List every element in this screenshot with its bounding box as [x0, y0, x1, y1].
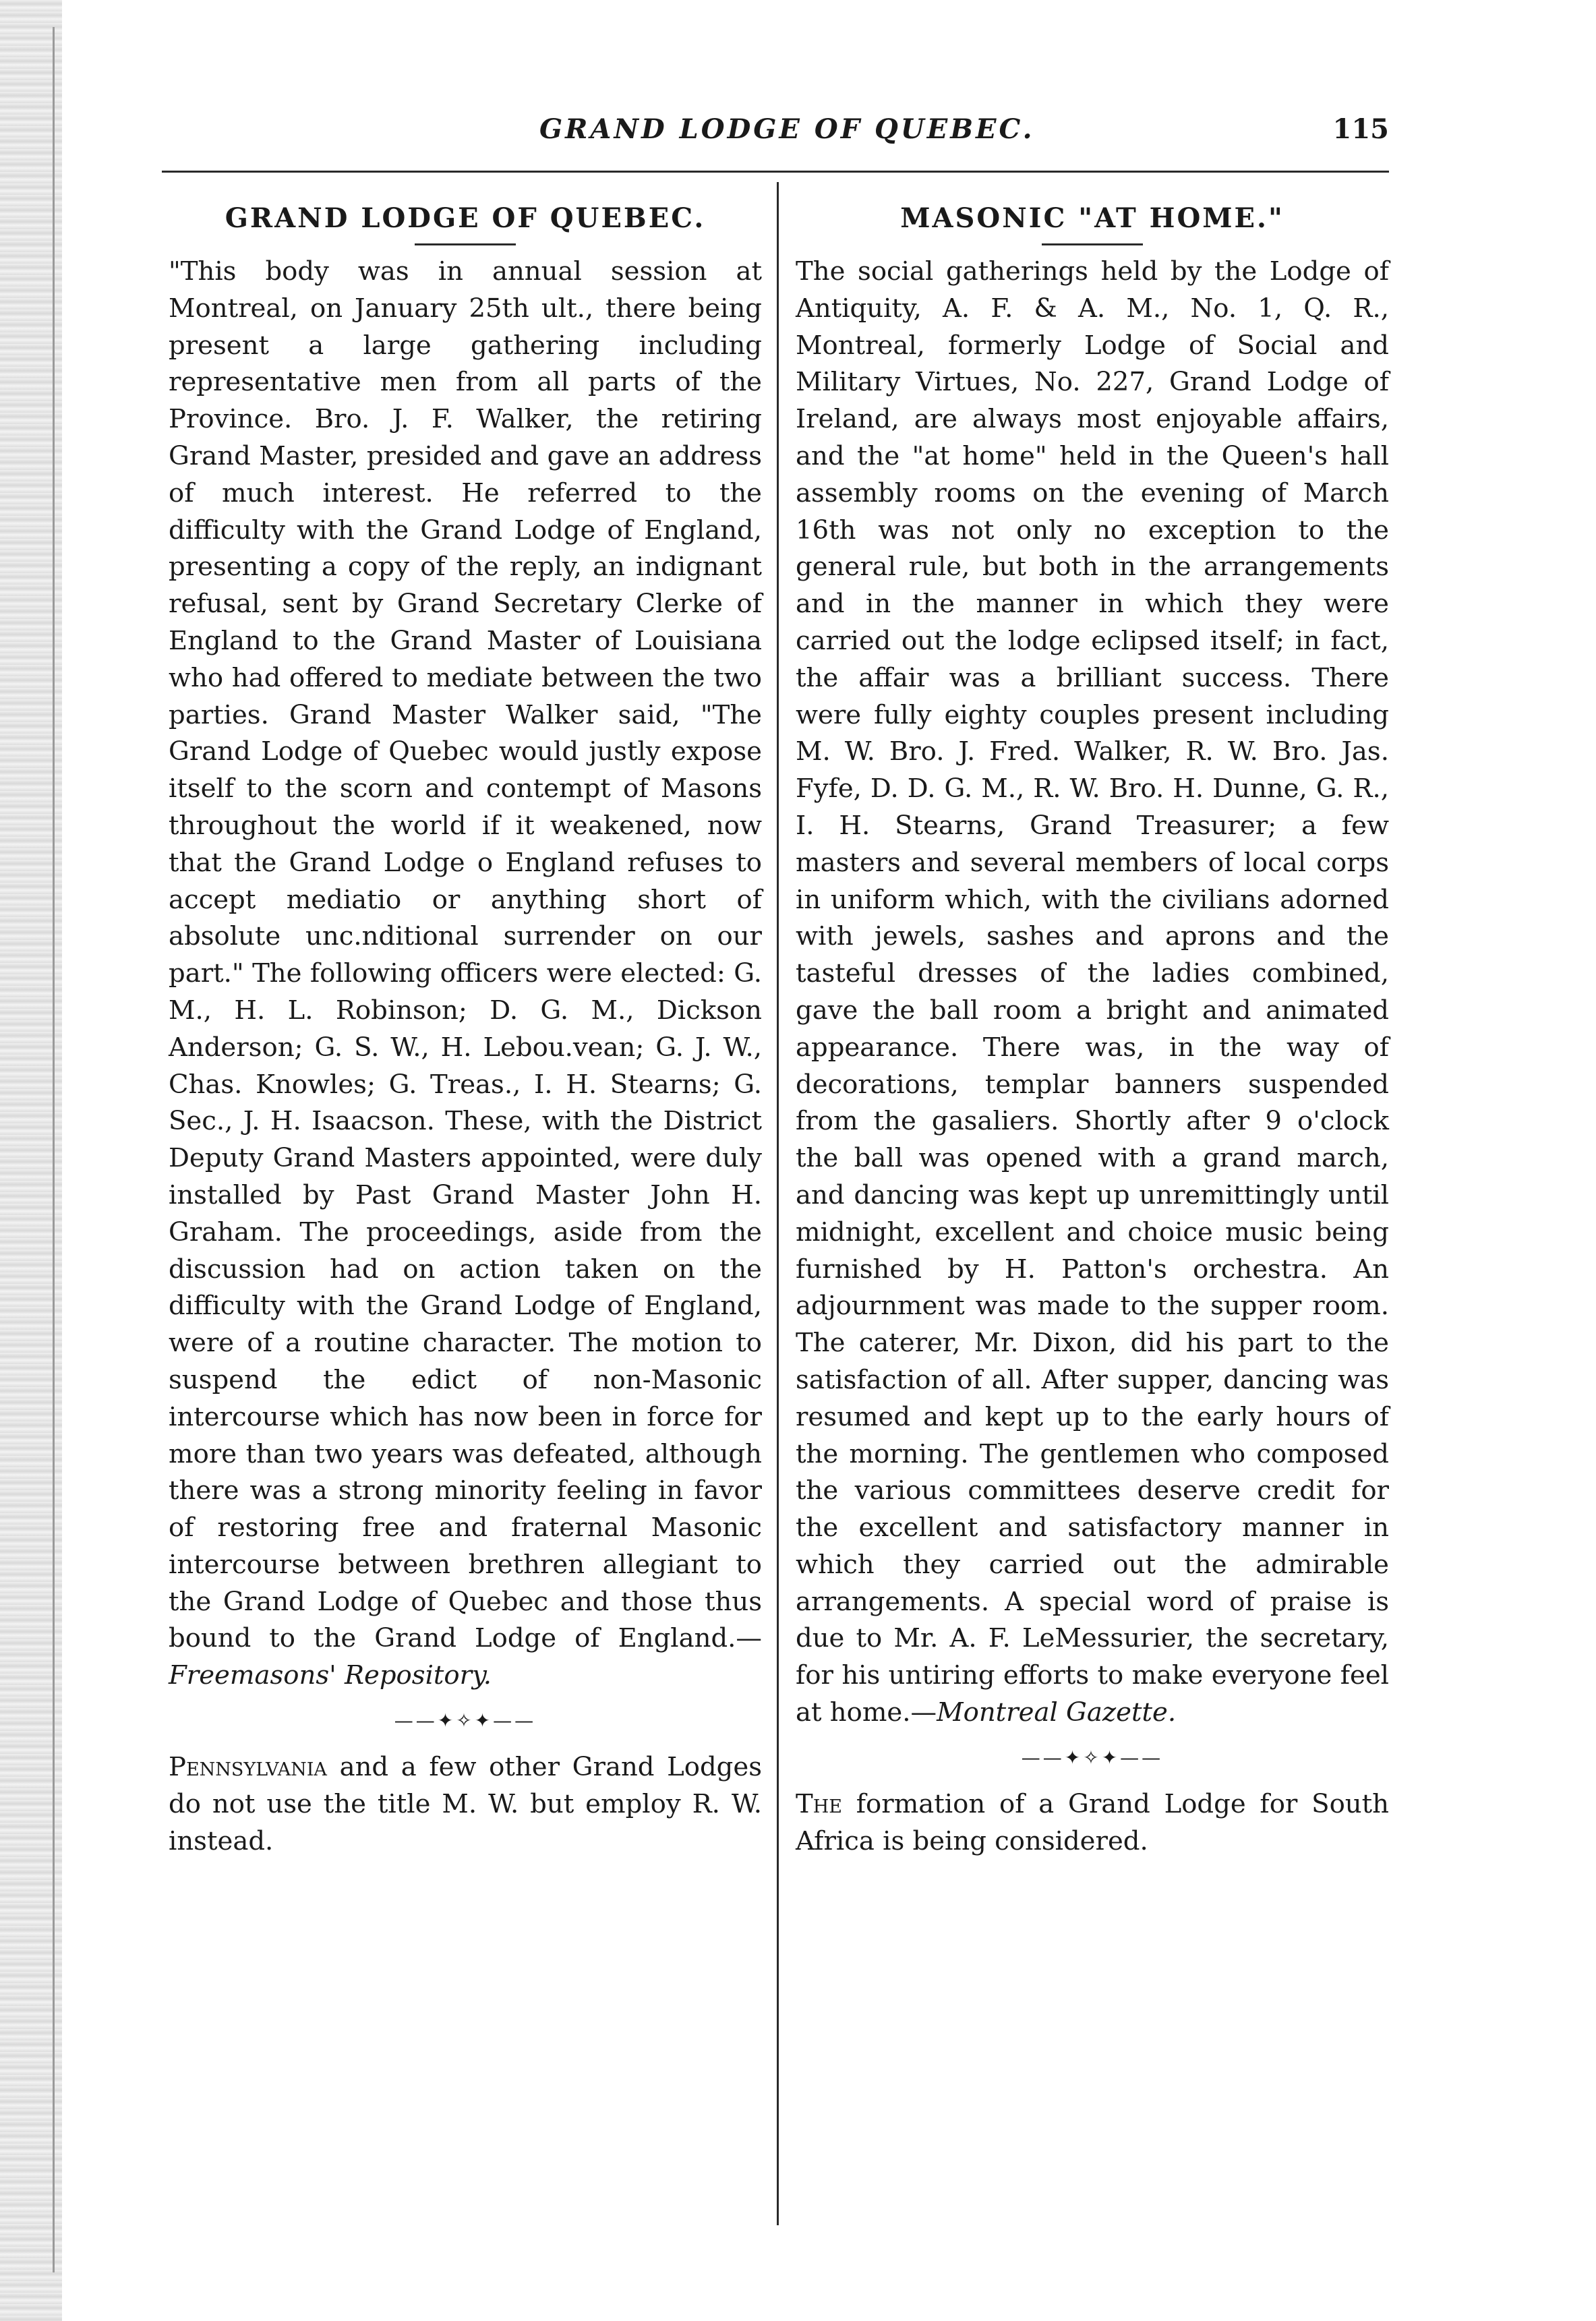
- article-body-at-home: [796, 254, 1389, 1732]
- note-south-africa: [796, 1786, 1389, 1860]
- section-ornament: ——✦✧✦——: [394, 1709, 537, 1732]
- article-text: The social gatherings held by the Lodge of Antiquity, A. F. & A. M., No. 1, Q. R., Montreal, formerly Lodge of Social and Military Virtues, No. 227, Grand Lodge of Ireland, are always most enjoyable affairs, and the "at home" held in the Queen's hall assembly rooms on the evening of March 16th was not only no exception to the general rule, but both in the arrangements and in the manner in which they were carried out the lodge eclipsed itself; in fact, the affair was a brilliant success. There were fully eighty couples present including M. W. Bro. J. Fred. Walker, R. W. Bro. Jas. Fyfe, D. D. G. M., R. W. Bro. H. Dunne, G. R., I. H. Stearns, Grand Treasurer; a few masters and several members of local corps in uniform which, with the civilians adorned with jewels, sashes and aprons and the tasteful dresses of the ladies combined, gave the ball room a bright and animated appearance. There was, in the way of decorations, templar banners suspended from the gasaliers. Shortly after 9 o'clock the ball was opened with a grand march, and dancing was kept up unremittingly until midnight, excellent and choice music being furnished by H. Patton's orchestra. An adjournment was made to the supper room. The caterer, Mr. Dixon, did his part to the satisfaction of all. After supper, dancing was resumed and kept up to the early hours of the morning. The gentlemen who composed the various committees deserve credit for the excellent and satisfactory manner in which they carried out the admirable arrangements. A special word of praise is due to Mr. A. F. LeMessurier, the secretary, for his untiring efforts to make everyone feel at home.—: [796, 256, 1389, 1728]
- article-body-quebec: [169, 254, 762, 1695]
- column-divider: [777, 182, 779, 2225]
- article-heading-quebec: GRAND LODGE OF QUEBEC.: [225, 202, 706, 234]
- note-lead: Pennsylvania: [169, 1752, 327, 1783]
- note-text: formation of a Grand Lodge for South Africa is being considered.: [796, 1788, 1389, 1856]
- article-heading-at-home: MASONIC "AT HOME.": [900, 202, 1284, 234]
- heading-rule: [415, 243, 516, 245]
- heading-rule: [1042, 243, 1143, 245]
- note-lead: The: [796, 1788, 842, 1819]
- section-ornament: ——✦✧✦——: [1021, 1746, 1164, 1769]
- article-attribution: Freemasons' Repository.: [169, 1660, 492, 1691]
- running-head: [162, 113, 1389, 160]
- note-pennsylvania: [169, 1749, 762, 1860]
- article-text: "This body was in annual session at Montreal, on January 25th ult., there being present a large gathering including representative men from all parts of the Province. Bro. J. F. Walker, the retiring Grand Master, presided and gave an address of much interest. He referred to the difficulty with the Grand Lodge of England, presenting a copy of the reply, an indignant refusal, sent by Grand Secretary Clerke of England to the Grand Master of Louisiana who had offered to mediate between the two parties. Grand Master Walker said, "The Grand Lodge of Quebec would justly expose itself to the scorn and contempt of Masons throughout the world if it weakened, now that the Grand Lodge o England refuses to accept mediatio or anything short of absolute unc.nditional surrender on our part." The following officers were elected: G. M., H. L. Robinson; D. G. M., Dickson Anderson; G. S. W., H. Lebou.vean; G. J. W., Chas. Knowles; G. Treas., I. H. Stearns; G. Sec., J. H. Isaacson. These, with the District Deputy Grand Masters appointed, were duly installed by Past Grand Master John H. Graham. The proceedings, aside from the discussion had on action taken on the difficulty with the Grand Lodge of England, were of a routine character. The motion to suspend the edict of non-Masonic intercourse which has now been in force for more than two years was defeated, although there was a strong minority feeling in favor of restoring free and fraternal Masonic intercourse between brethren allegiant to the Grand Lodge of Quebec and those thus bound to the Grand Lodge of England.—: [169, 256, 762, 1654]
- header-rule: [162, 171, 1389, 173]
- note-text: and a few other Grand Lodges do not use the title M. W. but employ R. W. instead.: [169, 1752, 762, 1856]
- right-column: [796, 202, 1389, 1860]
- article-attribution: Montreal Gazette.: [937, 1697, 1177, 1728]
- page-number: 115: [1332, 113, 1389, 145]
- left-column: [169, 202, 762, 1860]
- page-edge-line: [53, 27, 55, 2272]
- running-title: GRAND LODGE OF QUEBEC.: [539, 113, 1035, 145]
